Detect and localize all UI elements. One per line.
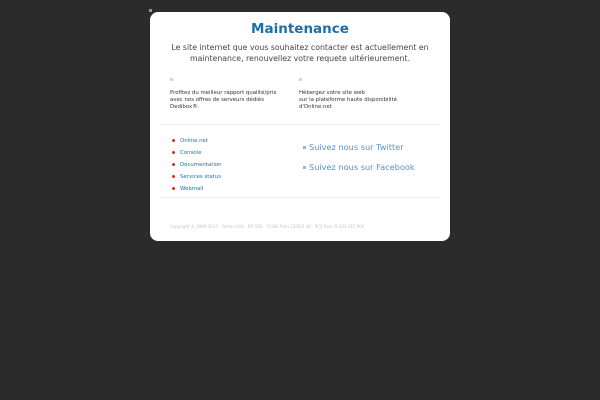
corner-dot-icon [149,9,152,12]
hosting-promo-line: d'Online.net [299,104,332,110]
hosting-promo-line: sur la plateforme haute disponibilité [299,97,397,103]
hosting-promo[interactable] [299,78,419,111]
dedibox-logo-icon [170,78,173,81]
link-documentation[interactable]: Documentation [172,159,222,171]
footer-divider [160,197,440,198]
dedibox-promo-line: avec nos offres de serveurs dédiés [170,97,264,103]
dedibox-promo-line: Profitez du meilleur rapport qualité/prix [170,90,277,96]
dedibox-promo[interactable] [170,78,290,111]
online-hosting-logo-icon [299,78,302,81]
link-webmail[interactable]: Webmail [172,183,222,195]
facebook-link-label: Suivez nous sur Facebook [309,162,415,172]
page-title: Maintenance [251,21,349,37]
hosting-promo-line: Hébergez votre site web [299,90,365,96]
maintenance-message: Le site internet que vous souhaitez contacter est actuellement en maintenance, renouvellez votre requete ultérieurement. [171,43,429,63]
section-divider [160,124,440,125]
facebook-icon [303,166,306,169]
facebook-link[interactable] [303,162,415,172]
twitter-link[interactable] [303,142,404,152]
quick-links-list [172,135,222,195]
dedibox-promo-line: Dedibox®. [170,104,200,110]
copyright-text: Copyright © 1999-2014 - Online SAS - BP 438 - 75366 Paris CEDEX 08 - RCS Paris B 433 115 904 [170,224,365,229]
twitter-icon [303,146,306,149]
link-services-status[interactable]: Services status [172,171,222,183]
link-online-net[interactable]: Online.net [172,135,222,147]
link-console[interactable]: Console [172,147,222,159]
maintenance-card [150,12,450,241]
twitter-link-label: Suivez nous sur Twitter [309,142,404,152]
